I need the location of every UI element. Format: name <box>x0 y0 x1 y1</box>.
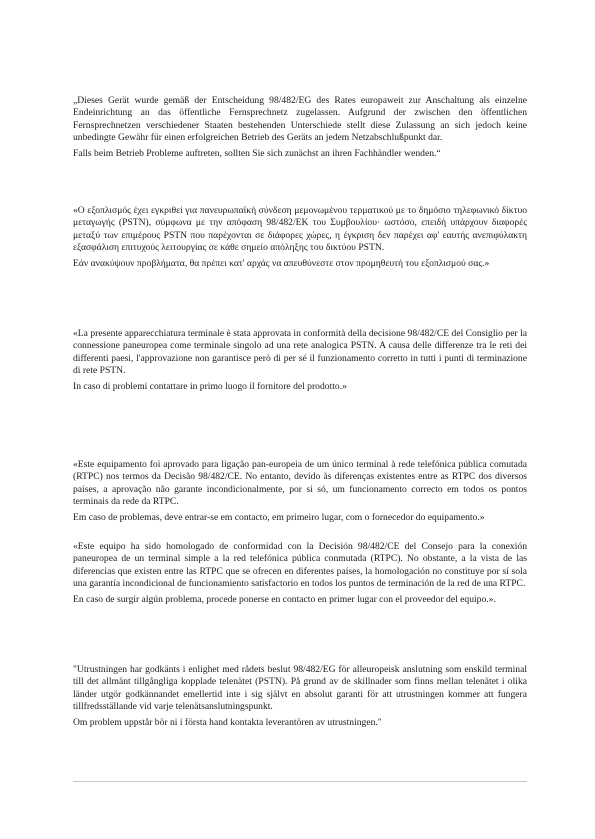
statement-paragraph: Om problem uppstår bör ni i första hand kontakta leverantören av utrustningen." <box>73 717 382 729</box>
statement-paragraph: Falls beim Betrieb Probleme auftreten, sollten Sie sich zunächst an ihren Fachhändler wenden.“ <box>73 148 441 160</box>
statement-paragraph: En caso de surgir algún problema, procede ponerse en contacto en primer lugar con el proveedor del equipo.». <box>73 594 496 606</box>
statement-swedish <box>73 664 527 729</box>
statement-paragraph: Εάν ανακύψουν προβλήματα, θα πρέπει κατ' αρχάς να απευθύνεστε στον προμηθευτή του εξοπλισμού σας.» <box>73 258 490 270</box>
statement-german <box>73 95 527 160</box>
statement-greek <box>73 205 527 270</box>
statement-paragraph: "Utrustningen har godkänts i enlighet med rådets beslut 98/482/EG för alleuropeisk anslutning som enskild terminal till det allmänt tillgångliga kopplade telenätet (PSTN). På grund av de skillnader som finns mellan telenätet i olika länder utgör godkännandet emellertid inte i sig självt en absolut garanti för att utrustningen kommer att fungera tillfredsställande vid varje telenätsanslutningspunkt. <box>73 664 527 712</box>
footer-divider <box>73 781 527 782</box>
statement-paragraph: Em caso de problemas, deve entrar-se em contacto, em primeiro lugar, com o fornecedor do equipamento.» <box>73 512 485 524</box>
statement-spanish <box>73 541 527 606</box>
statement-italian <box>73 328 527 393</box>
statement-paragraph: «La presente apparecchiatura terminale è stata approvata in conformità della decisione 98/482/CE del Consiglio per la connessione paneuropea come terminale singolo ad una rete analogica PSTN. A causa delle differenze tra le reti dei differenti paesi, l'approvazione non garantisce però di per sé il funzionamento corretto in tutti i punti di terminazione di rete PSTN. <box>73 328 527 376</box>
statement-paragraph: In caso di problemi contattare in primo luogo il fornitore del prodotto.» <box>73 381 347 393</box>
statement-portuguese <box>73 459 527 524</box>
statement-paragraph: «Ο εξοπλισμός έχει εγκριθεί για πανευρωπαϊκή σύνδεση μεμονωμένου τερματικού με το δημόσιο τηλεφωνικό δίκτυο μεταγωγής (PSTN), σύμφωνα με την απόφαση 98/482/ΕΚ του Συμβουλίου· ωστόσο, επειδή υπάρχουν διαφορές μεταξύ των επιμέρους PSTN που παρέχονται σε διάφορες χώρες, η έγκριση δεν παρέχει αφ' εαυτής ανεπιφύλακτη εξασφάλιση επιτυχούς λειτουργίας σε κάθε σημείο απόληξης του δικτύου PSTN. <box>73 205 527 253</box>
statement-paragraph: «Este equipo ha sido homologado de conformidad con la Decisión 98/482/CE del Consejo para la conexión paneuropea de un terminal simple a la red telefónica pública conmutada (RTPC). No obstante, a la vista de las diferencias que existen entre las RTPC que se ofrecen en diferentes países, la homologación no constituye por sí sola una garantía incondicional de funcionamiento satisfactorio en todos los puntos de terminación de la red de una RTPC. <box>73 541 527 589</box>
statement-paragraph: „Dieses Gerät wurde gemäß der Entscheidung 98/482/EG des Rates europaweit zur Anschaltung als einzelne Endeinrichtung an das öffentliche Fernsprechnetz zugelassen. Aufgrund der zwischen den öffentlichen Fernsprechnetzen verschiedener Staaten bestehenden Unterschiede stellt diese Zulassung an sich jedoch keine unbedingte Gewähr für einen erfolgreichen Betrieb des Geräts an jedem Netzabschlußpunkt dar. <box>73 95 527 143</box>
statement-paragraph: «Este equipamento foi aprovado para ligação pan-europeia de um único terminal à rede telefónica pública comutada (RTPC) nos termos da Decisão 98/482/CE. No entanto, devido às diferenças existentes entre as RTPC dos diversos países, a aprovação não garante incondicionalmente, por si só, um funcionamento correcto em todos os pontos terminais da rede da RTPC. <box>73 459 527 507</box>
